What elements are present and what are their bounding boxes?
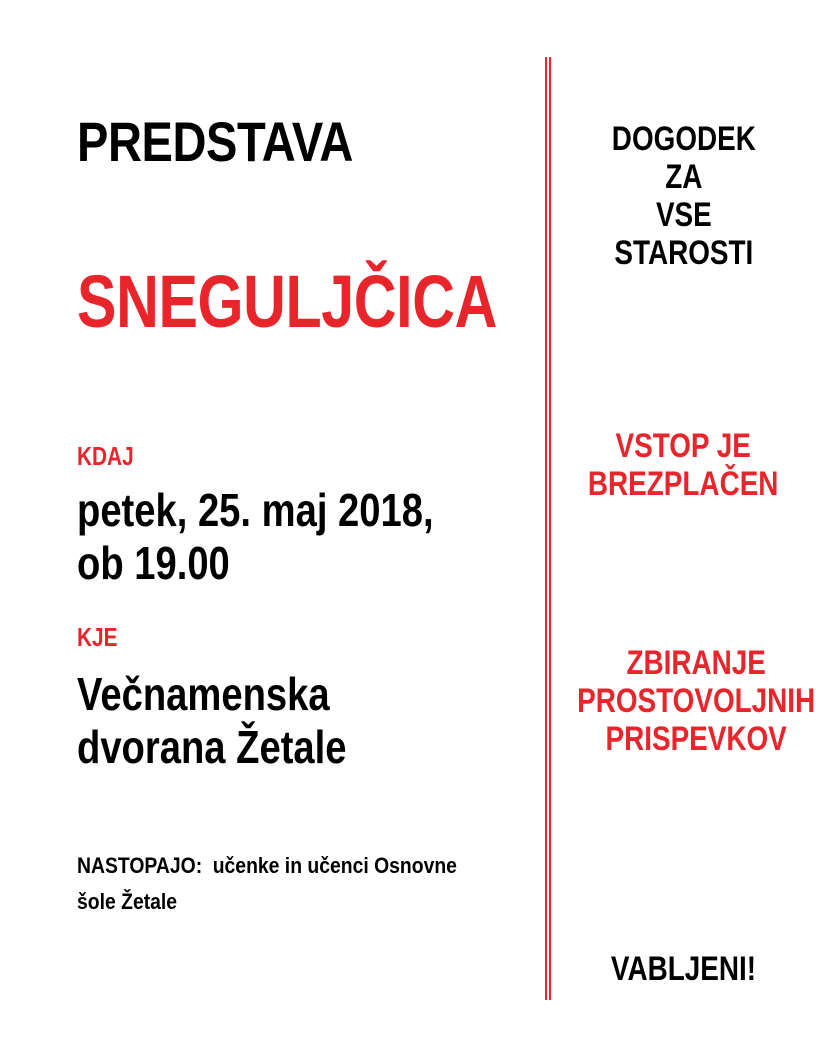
show-name: SNEGULJČICA — [77, 260, 497, 343]
when-label: KDAJ — [77, 441, 134, 471]
invite-text: VABLJENI! — [610, 950, 757, 988]
entry-line-1: VSTOP JE — [615, 427, 752, 465]
event-line-2: ZA — [664, 158, 703, 196]
invite-note — [551, 950, 816, 988]
event-line-4: STAROSTI — [614, 234, 753, 272]
performers-line-2: šole Žetale — [77, 889, 178, 914]
where-label: KJE — [77, 622, 118, 652]
entry-line-2: BREZPLAČEN — [588, 465, 779, 503]
where-value — [77, 668, 346, 774]
where-line-1: Večnamenska — [77, 668, 330, 720]
donations-line-1: ZBIRANJE — [626, 644, 766, 682]
event-note — [551, 120, 816, 272]
performers-label: NASTOPAJO: — [77, 853, 203, 878]
event-line-1: DOGODEK — [611, 120, 756, 158]
where-line-2: dvorana Žetale — [77, 721, 347, 773]
when-value — [77, 484, 434, 590]
poster-title: PREDSTAVA — [77, 110, 353, 173]
performers-line-1 — [77, 848, 457, 884]
performers-text-1: učenke in učenci Osnovne — [212, 853, 457, 878]
entry-note — [551, 427, 816, 503]
performers — [77, 848, 457, 920]
donations-line-2: PROSTOVOLJNIH — [577, 682, 816, 720]
event-line-3: VSE — [655, 196, 712, 234]
divider-line-left — [545, 57, 547, 1000]
when-time: ob 19.00 — [77, 537, 230, 589]
donations-note — [551, 644, 816, 758]
when-date: petek, 25. maj 2018, — [77, 484, 434, 536]
donations-line-3: PRISPEVKOV — [605, 720, 787, 758]
